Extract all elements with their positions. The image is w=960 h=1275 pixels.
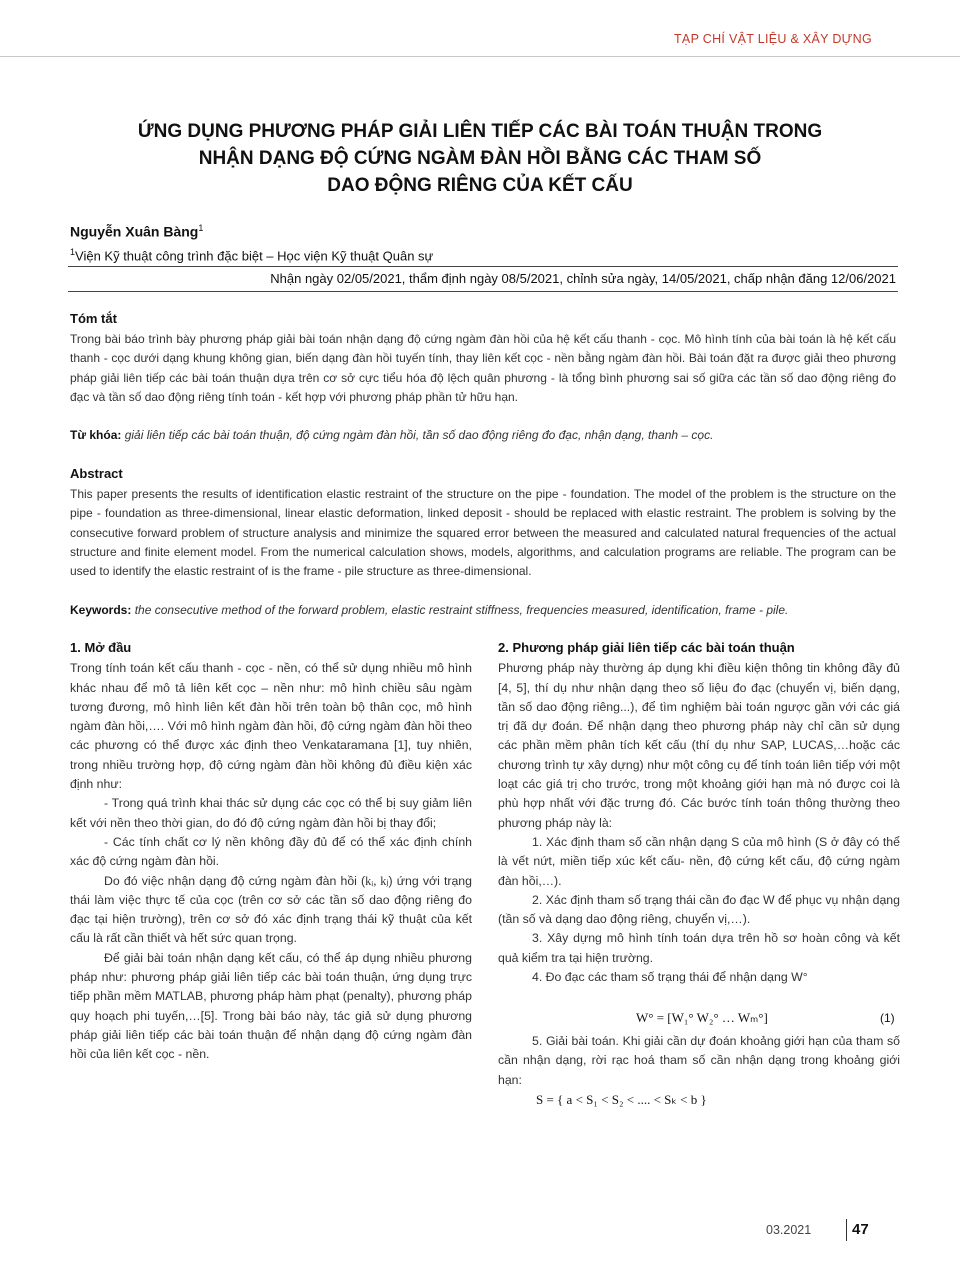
equation-1-number: (1) <box>880 1011 895 1025</box>
author <box>70 223 203 240</box>
affiliation-text: Viện Kỹ thuật công trình đặc biệt – Học viện Kỹ thuật Quân sự <box>75 248 434 264</box>
step-item: 1. Xác định tham số cần nhận dạng S của mô hình (S ở đây có thể là vết nứt, miền tiếp xúc kết cấu- nền, độ cứng kết cấu, độ cứng ngàm đàn hồi,…). <box>498 834 900 888</box>
stiffness-symbol: kᵢ, kⱼ <box>365 873 389 888</box>
paragraph: Phương pháp này thường áp dụng khi điều kiện thông tin không đầy đủ [4, 5], thí dụ như nhận dạng theo số liệu đo đạc (chuyển vị, biến dạng, tần số dao động riêng...), để tìm nghiệm bài toán ngược gần với các giá trị đã dự đoán. Để nhận dạng theo phương pháp này chỉ cần sử dụng các phần mềm phân tích kết cấu (thí dụ như SAP, LUCAS,…hoặc các chương trình tự xây dựng) như một công cụ để tính toán liên tiếp với một loạt các giá trị cho trước, trong một khoảng giới hạn mà nó được coi là phù hợp nhất với đặc trưng đó. Các bước tính toán thông thường theo phương pháp này là: <box>498 661 900 830</box>
section-1 <box>70 638 472 1065</box>
page-number: 47 <box>852 1221 869 1238</box>
step-item: 3. Xây dựng mô hình tính toán dựa trên hồ sơ hoàn công và kết quả kiểm tra tại hiện trường. <box>498 931 900 965</box>
affiliation-sup: 1 <box>70 247 76 257</box>
section-1-heading: 1. Mở đầu <box>70 640 132 655</box>
abstract-heading: Abstract <box>70 466 123 481</box>
header-divider <box>0 56 960 57</box>
equation-2: S = { a < S₁ < S₂ < .... < Sₖ < b } <box>536 1092 707 1107</box>
title-line: NHẬN DẠNG ĐỘ CỨNG NGÀM ĐÀN HỒI BẰNG CÁC THAM SỐ <box>198 148 762 169</box>
keywords-text: giải liên tiếp các bài toán thuận, độ cứng ngàm đàn hồi, tần số dao động riêng đo đạc, nhận dạng, thanh – cọc. <box>124 428 714 442</box>
issue-date: 03.2021 <box>766 1223 812 1237</box>
article-dates: Nhận ngày 02/05/2021, thẩm định ngày 08/5/2021, chỉnh sửa ngày, 14/05/2021, chấp nhận đăng 12/06/2021 <box>270 271 896 286</box>
paragraph-text: Do đó việc nhận dạng độ cứng ngàm đàn hồi ( <box>104 873 366 888</box>
step-item: 5. Giải bài toán. Khi giải cần dự đoán khoảng giới hạn của tham số cần nhận dạng, rời rạc hoá tham số cần nhận dạng trong khoảng giới hạn: <box>498 1034 900 1087</box>
step-item: 4. Đo đạc các tham số trạng thái để nhận dạng W° <box>532 970 808 985</box>
article-title <box>70 118 890 199</box>
title-line: ỨNG DỤNG PHƯƠNG PHÁP GIẢI LIÊN TIẾP CÁC BÀI TOÁN THUẬN TRONG <box>137 121 823 142</box>
paragraph-text: ) ứng với trạng thái làm việc thực tế của cọc (trên cơ sở các tần số dao động riêng đo đạc tại hiện trường), trên cơ sở đó xác định trạng thái kỹ thuật của kết cấu là rất cần thiết và hết sức quan trọng. <box>70 873 472 946</box>
paragraph: Để giải bài toán nhận dạng kết cấu, có thể áp dụng nhiều phương pháp như: phương pháp giải liên tiếp các bài toán thuận, ứng dụng trực tiếp phần mềm MATLAB, phương pháp hàm phạt (penalty), phương pháp quy hoạch phi tuyến,…[5]. Trong bài báo này, tác giả sử dụng phương pháp giải liên tiếp các bài toán thuận để nhận dạng độ cứng ngàm đàn hồi của liên kết cọc - nền. <box>70 950 472 1062</box>
journal-header <box>0 24 960 58</box>
section-2-heading: 2. Phương pháp giải liên tiếp các bài toán thuận <box>498 640 795 655</box>
keywords-label: Keywords: <box>70 603 132 617</box>
abstract-keywords <box>70 601 896 619</box>
footer-divider <box>846 1219 847 1241</box>
journal-name: TẠP CHÍ VẬT LIỆU & XÂY DỰNG <box>674 32 872 46</box>
affiliation <box>70 247 433 263</box>
bullet-item: - Các tính chất cơ lý nền không đầy đủ để có thể xác định chính xác độ cứng ngàm đàn hồi. <box>70 834 472 869</box>
abstract-body: This paper presents the results of identification elastic restraint of the structure on the pipe - foundation. The model of the problem is the structure on the pipe - foundation as three-dimensional, linear elastic deformation, linked deposit - should be replaced with elastic restraint. The problem is solving by the consecutive forward problem of structure analysis and minimize the squared error between the measured and calculated natural frequencies of the actual structure and finite element model. From the numerical calculation shows, models, algorithms, and calculation programs are reliable. The program can be used to identify the elastic restraint of is the frame - pile structure as three-dimensional. <box>70 487 896 579</box>
author-sup: 1 <box>198 223 204 233</box>
step-item: 2. Xác định tham số trạng thái cần đo đạc W để phục vụ nhận dạng (tần số và dạng dao động riêng, chuyển vị,…). <box>498 892 900 927</box>
section-2 <box>498 638 900 987</box>
summary-heading: Tóm tắt <box>70 311 117 326</box>
equation-1: W° = [W₁° W₂° … Wₘ°] <box>636 1010 768 1025</box>
paragraph: Trong tính toán kết cấu thanh - cọc - nền, có thể sử dụng nhiều mô hình khác nhau để mô tả liên kết cọc – nền như: mô hình chiều sâu ngàm tương đương, mô hình liên kết đàn hồi trên toàn bộ thân cọc, mô hình ngàm đàn hồi,…. Với mô hình ngàm đàn hồi, độ cứng ngàm đàn hồi theo các phương có thể được xác định theo Venkataramana [1], tuy nhiên, trong nhiều trường hợp, độ cứng ngàm đàn hồi không đủ điều kiện xác định như: <box>70 661 472 792</box>
paragraph <box>70 872 472 949</box>
author-name: Nguyễn Xuân Bàng <box>70 223 199 240</box>
dates-divider <box>68 266 898 267</box>
keywords-text: the consecutive method of the forward problem, elastic restraint stiffness, frequencies measured, identification, frame - pile. <box>134 603 789 617</box>
bullet-item: - Trong quá trình khai thác sử dụng các cọc có thể bị suy giảm liên kết với nền theo thời gian, do đó độ cứng ngàm đàn hồi bị thay đổi; <box>70 796 472 830</box>
section-2-continued <box>498 1032 900 1090</box>
summary-keywords <box>70 426 896 444</box>
keywords-label: Từ khóa: <box>70 428 122 442</box>
dates-divider-bottom <box>68 291 898 292</box>
summary-body: Trong bài báo trình bày phương pháp giải bài toán nhận dạng độ cứng ngàm đàn hồi của hệ kết cấu thanh - cọc. Mô hình tính của bài toán là hệ kết cấu thanh - cọc dưới dạng khung không gian, biến dạng đàn hồi tuyến tính, thay liên kết cọc - nền bằng ngàm đàn hồi. Bài toán đặt ra được giải theo phương pháp giải liên tiếp các bài toán thuận dựa trên cơ sở cực tiểu hóa độ lệch quân phương - là tổng bình phương sai số giữa các tần số dao động riêng đo đạc và tần số dao động riêng tính toán - kết hợp với phương pháp phần tử hữu hạn. <box>70 332 896 404</box>
title-line: DAO ĐỘNG RIÊNG CỦA KẾT CẤU <box>327 175 633 196</box>
